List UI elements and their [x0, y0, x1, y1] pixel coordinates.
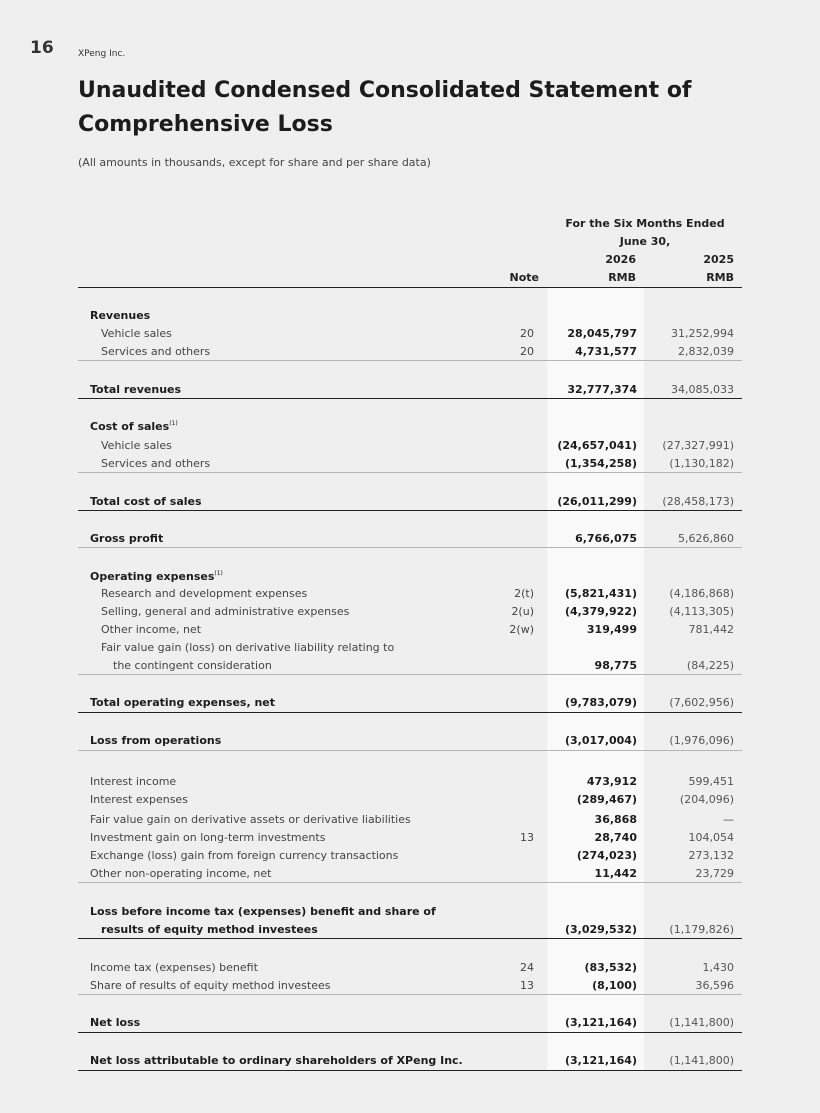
table-row: [78, 605, 742, 623]
table-row: [78, 439, 742, 457]
table-row: [78, 813, 742, 831]
value-2026: (9,783,079): [565, 696, 637, 709]
value-2026: (83,532): [584, 961, 637, 974]
value-2025: (4,113,305): [669, 605, 734, 618]
company-name: XPeng Inc.: [78, 49, 126, 59]
note-ref: 2(u): [511, 605, 534, 618]
currency-2026-header: RMB: [608, 271, 636, 284]
note-ref: 13: [520, 831, 534, 844]
row-label: Other income, net: [101, 623, 202, 636]
page-title: Unaudited Condensed Consolidated Statement of Comprehensive Loss: [78, 78, 692, 137]
value-2025: 36,596: [695, 979, 734, 992]
value-2026: (3,029,532): [565, 923, 637, 936]
currency-2025-header: RMB: [706, 271, 734, 284]
table-divider: [78, 287, 742, 288]
table-row: [78, 961, 742, 979]
value-2025: (27,327,991): [662, 439, 734, 452]
row-label: Gross profit: [90, 532, 164, 545]
table-row: [78, 775, 742, 793]
row-label: Fair value gain on derivative assets or derivative liabilities: [90, 813, 411, 826]
period-header-line2: June 30,: [619, 235, 671, 248]
value-2026: 32,777,374: [567, 383, 637, 396]
row-label: Share of results of equity method investees: [90, 979, 331, 992]
value-2025: 23,729: [695, 867, 734, 880]
value-2026: (1,354,258): [565, 457, 637, 470]
table-row: [78, 979, 742, 997]
row-label: Total operating expenses, net: [90, 696, 276, 709]
table-row: [78, 1016, 742, 1034]
row-label: Vehicle sales: [101, 439, 172, 452]
value-2025: (1,130,182): [669, 457, 734, 470]
value-2026: (274,023): [576, 849, 637, 862]
row-label: Loss from operations: [90, 734, 222, 747]
table-row: [78, 734, 742, 752]
row-label: Services and others: [101, 345, 211, 358]
table-row: [78, 420, 742, 438]
row-label: Cost of sales$^{(1)}$: [90, 420, 178, 433]
row-label: Research and development expenses: [101, 587, 308, 600]
value-2025: 34,085,033: [671, 383, 734, 396]
value-2025: 1,430: [702, 961, 734, 974]
value-2026: (4,379,922): [565, 605, 637, 618]
value-2025: (84,225): [686, 659, 734, 672]
value-2025: 273,132: [688, 849, 734, 862]
value-2025: 781,442: [688, 623, 734, 636]
table-row: [78, 570, 742, 588]
period-header-line1: For the Six Months Ended: [565, 217, 725, 230]
table-row: [78, 532, 742, 550]
value-2026: (3,121,164): [565, 1016, 637, 1029]
row-label: Net loss: [90, 1016, 141, 1029]
value-2026: 6,766,075: [575, 532, 637, 545]
value-2025: (4,186,868): [669, 587, 734, 600]
value-2025: 5,626,860: [678, 532, 734, 545]
value-2026: (289,467): [576, 793, 637, 806]
year-2026-header: 2026: [605, 253, 636, 266]
note-ref: 20: [520, 345, 534, 358]
note-header: Note: [509, 271, 539, 284]
row-label: Net loss attributable to ordinary shareholders of XPeng Inc.: [90, 1054, 463, 1067]
row-label: Income tax (expenses) benefit: [90, 961, 258, 974]
value-2025: (204,096): [679, 793, 734, 806]
value-2025: —: [723, 813, 734, 826]
table-row: [78, 905, 742, 923]
table-row: [78, 495, 742, 513]
value-2025: 31,252,994: [671, 327, 734, 340]
value-2026: 11,442: [594, 867, 637, 880]
row-label: Total revenues: [90, 383, 182, 396]
value-2025: (1,976,096): [669, 734, 734, 747]
table-row: [78, 793, 742, 811]
note-ref: 13: [520, 979, 534, 992]
table-row: [78, 831, 742, 849]
row-label: Total cost of sales: [90, 495, 202, 508]
row-label: Operating expenses$^{(1)}$: [90, 570, 223, 583]
table-row: [78, 345, 742, 363]
row-label: Fair value gain (loss) on derivative liability relating to: [101, 641, 395, 654]
value-2026: (26,011,299): [557, 495, 637, 508]
note-ref: 24: [520, 961, 534, 974]
value-2026: (3,017,004): [565, 734, 637, 747]
footnote-marker: (1): [169, 420, 178, 427]
note-ref: 20: [520, 327, 534, 340]
table-row: [78, 587, 742, 605]
table-row: [78, 309, 742, 327]
value-2026: (8,100): [592, 979, 637, 992]
table-row: [78, 696, 742, 714]
value-2025: 104,054: [688, 831, 734, 844]
value-2026: 4,731,577: [575, 345, 637, 358]
current-period-column-shading: [547, 288, 644, 1070]
value-2026: (24,657,041): [557, 439, 637, 452]
row-label: Other non-operating income, net: [90, 867, 272, 880]
table-row: [78, 623, 742, 641]
page-number: 16: [30, 38, 54, 58]
value-2026: 28,740: [594, 831, 637, 844]
row-label: Investment gain on long-term investments: [90, 831, 326, 844]
row-label: Vehicle sales: [101, 327, 172, 340]
table-row: [78, 659, 742, 677]
value-2025: (1,179,826): [669, 923, 734, 936]
table-row: [78, 641, 742, 659]
table-row: [78, 383, 742, 401]
row-label: Interest expenses: [90, 793, 188, 806]
value-2026: 98,775: [594, 659, 637, 672]
value-2026: (3,121,164): [565, 1054, 637, 1067]
row-label: Services and others: [101, 457, 211, 470]
value-2026: 319,499: [586, 623, 637, 636]
row-label: Revenues: [90, 309, 151, 322]
value-2025: 599,451: [688, 775, 734, 788]
note-ref: 2(w): [509, 623, 534, 636]
table-row: [78, 327, 742, 345]
value-2025: (1,141,800): [669, 1016, 734, 1029]
table-row: [78, 923, 742, 941]
row-label: the contingent consideration: [113, 659, 272, 672]
row-label: Interest income: [90, 775, 177, 788]
value-2025: 2,832,039: [678, 345, 734, 358]
value-2025: (1,141,800): [669, 1054, 734, 1067]
value-2026: (5,821,431): [565, 587, 637, 600]
table-row: [78, 457, 742, 475]
value-2025: (28,458,173): [662, 495, 734, 508]
year-2025-header: 2025: [703, 253, 734, 266]
row-label: Loss before income tax (expenses) benefit and share of: [90, 905, 436, 918]
footnote-marker: (1): [214, 570, 223, 577]
table-row: [78, 867, 742, 885]
value-2026: 473,912: [586, 775, 637, 788]
row-label: Selling, general and administrative expenses: [101, 605, 350, 618]
row-label: Exchange (loss) gain from foreign currency transactions: [90, 849, 399, 862]
row-label: results of equity method investees: [101, 923, 318, 936]
page-subtitle: (All amounts in thousands, except for share and per share data): [78, 156, 431, 169]
table-row: [78, 849, 742, 867]
value-2026: 36,868: [594, 813, 637, 826]
table-row: [78, 1054, 742, 1072]
note-ref: 2(t): [514, 587, 534, 600]
value-2026: 28,045,797: [567, 327, 637, 340]
value-2025: (7,602,956): [669, 696, 734, 709]
